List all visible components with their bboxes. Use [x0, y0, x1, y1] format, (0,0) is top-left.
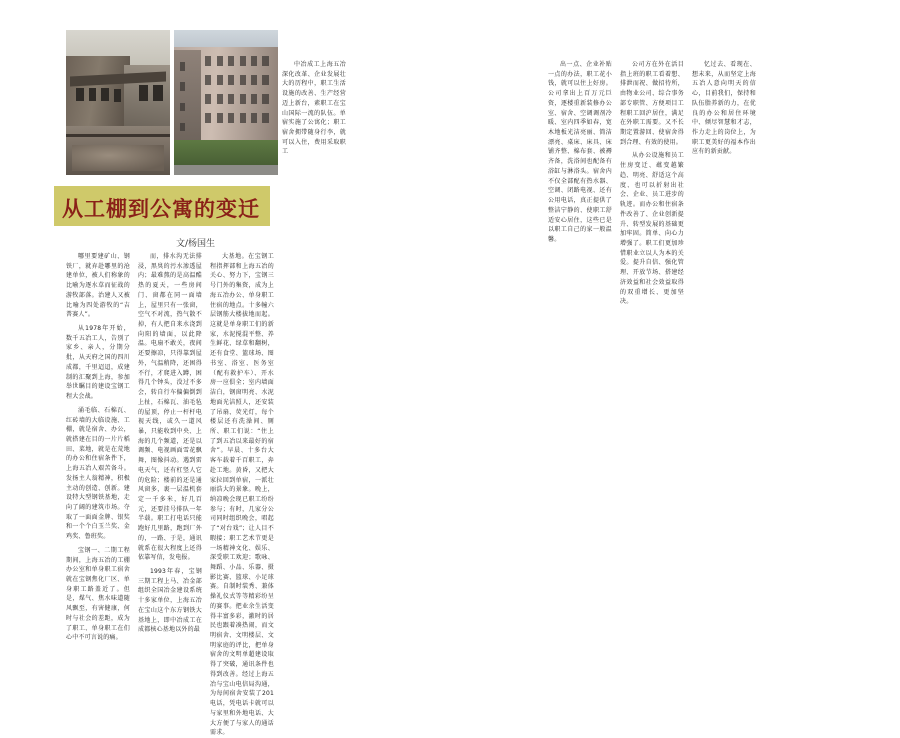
paragraph: 从办公设施和员工住房变迁、蕴变越繁趋、明亮、舒适这个高度、也可以折射出社会、企业、员工进步的轨迹。而办公和住宿条件改善了、企业创新提升、转型发展的基础更加牢固。简单、向心力增强了。职工们更加珍惜职业立以人为本的关爱。提升自信、强化管理、开放节场、搭建经济效益和社会效益取得的双重增长、更加坚决。: [620, 152, 684, 306]
paragraph: 涌毛临、石棉瓦、红砖墙的大临设施、工棚，就是宿舍、办公，就搭建在目的一片片稻田、菜地，就是在荒地的办公和住宿条件下，上海五冶人艰苦备斗。发扬主人翁精神，积极主动的创造、创新。建设特大型钢铁基地，走向了阔的建筑市场。夺取了一面面金牌、银奖和一个个白玉兰奖、金鸡奖、鲁班奖。: [66, 406, 130, 541]
text-column-7: [692, 60, 756, 360]
text-column-2: [138, 252, 202, 634]
paragraph: 出一点、企业补贴一点的办法，职工花小钱，就可以住上好房。公司拿出上百万元巨资，逐楼重新装修办公室、宿舍、空调调剂冷暖、室内四季如春，宽木地板光洁亮丽、简洁漂亮、桌床、床具、床铺齐整、棉布套、被褥齐备，洗浴间也配备有浴缸与淋浴头。宿舍内不仅全部配有热水器、空调、闭路电视、还有公用电话，真正提供了整洁宁静的、使职工舒适安心居住，这些已是以职工自己的家一般温馨。: [548, 61, 612, 243]
new-apartment-block-photo: [174, 30, 278, 175]
paragraph: 宝钢一、二期工程期间，上海五冶的工棚办公室和单身职工宿舍就在宝钢焦化厂区、单身职工路盖近了。但是，煤气、焦水味道随风飘至，有害健康，何时与社会的差距，成为了职工、单身职工在们心中不可言说的痛。: [66, 546, 130, 642]
text-column-4: [282, 60, 346, 552]
text-column-3: [210, 252, 274, 737]
paragraph: 哪里要建矿山、钢铁厂，就弃赴哪里的沧建单位，被人们称象的比喻为逐水草而征战的游牧部落。治建人又被比喻为四处游牧的“吉普赛人”。: [66, 253, 130, 319]
old-workers-shed-photo: [66, 30, 170, 175]
paragraph: 中冶成工上海五冶深化改革、企业发展壮大的历程中，职工生活设施的改善、生产经营迈上新台，素职工在宝山国际一流的队伍。单宿实施了公寓化；职工宿舍拥带随身行李，就可以入住，费用采取职工: [282, 61, 346, 156]
text-column-6: [620, 60, 684, 360]
text-column-5: [548, 60, 612, 360]
paragraph: 从1978年开始，数千五冶工人，告别了家乡、亲人，分期分批，从天府之国的四川成都，千里迢迢，成建制的汇聚到上海，参加举世瞩目的建设宝钢工程大会战。: [66, 325, 130, 401]
paragraph: 1993年春，宝钢三期工程上马、冶金部组织全国冶金建设系统十多家单位，上海五冶在宝山这个东方钢铁大基地上，即中冶成工在成都核心基地以外的最: [138, 568, 202, 634]
text-column-1: [66, 252, 130, 642]
article-title-band: [54, 186, 270, 226]
left-page: [0, 0, 450, 737]
paragraph: 公司方在外在活目指上班的职工看着想、排泄而祝、做招待所，由物业公司、综合事务部专职管、方便项目工程职工回沪居住，满足在外职工需要。又不长期定置游回、使宿舍得到合理、有效的使用。: [620, 61, 684, 146]
paragraph: 而，排水沟无法排浸，黑臭的污水渗透屋内；最难熬的是高温酷热的夏天，一些房间门、窗都在同一面墙上，屋里只有一张窗，空气不对流，热气散不掉，有人把自来水浇到向阳的墙面，以此降温。电扇不敢关，夜间还要擦凉，只得靠到屋外，气温稍降，还困得不行，才爬进入蹲，困得几个钟头，没过不多会，转自行车偏偏倒到上扯，石棉瓦、油毛毡的屋顶，停止一杆杆电视天线，或久一道风暴，只能收到中央、上海的几个频道，还是以调频、电视画面雪花飘舞，图像抖动。遇到雷电天气，还有杠竖人它的危险；楼前的还是通风窗多，裹一层温机套定一千多米，好几百元，还要挂号排队一年半载。职工打电话只能跑好几里路，跑到厂外的，一路、于是，通讯就系在很大程度上还得依靠写信，发电报。: [138, 253, 202, 562]
page-title: 从工棚到公寓的变迁: [62, 197, 260, 221]
paragraph: 忆过去、看现在、想未来，从而坚定上海五冶人意向明天的信心，目前我们，保持和队伍脂养新的力，在优良的办公和居住环境中、倾尽智慧和才志，作力走上的岗位上，为职工更美好的福本作出应有的新贡献。: [692, 61, 756, 156]
byline: 文/杨国生: [176, 239, 216, 249]
right-page: [450, 0, 900, 600]
paragraph: 大基地。在宝钢工程指挥部和上海五冶的关心、努力下，宝钢三号门外的集资，成为上海五冶办公、单身职工住宿的地点。十多幢六层钢筋大楼拔地而起。这就是单身职工们的新家，水泥搅混平整、养生鲜花、绿草和翻树，还有食堂、篮球场、图书室、浴室、医务室（配有救护车）、开水房一应俱全；室内墙面洁白，钢窗明亮、水泥地面光洁照人，还安装了吊扇、荧光灯，每个楼层还有洗澡间、厕所、职工们说：“住上了到五冶以来最好的宿舍”。早晨、十多台大客车载着千百职工，奔赴工地。黄昏，又把大家拉回到单宿，一派壮丽浩大的景象。晚上，纳凉晚会现已职工纷纷参与；有时，几家分公司同时组织晚会，唱起了“对台戏”；让人目不暇接；职工艺术节更是一场精神文化、娱乐、深受职工欢迎；歌咏、舞蹈、小品、乐器、摄影比赛、篮球、小足球赛。自制时装秀、兼体操礼仪式等等精彩纷呈的赛事。把业余生活变得丰富多彩，激时的居民也跟着凑热闹，而文明宿舍、文明楼层、文明家庭的评比，把单身宿舍的文明单超建设取得了突破，通讯条件也得到改善。经过上海五冶与宝山电信局沟通，为每间宿舍安装了201电话，凭电话卡就可以与家里和外地电话、大大方便了与家人的通话需求。: [210, 253, 274, 737]
